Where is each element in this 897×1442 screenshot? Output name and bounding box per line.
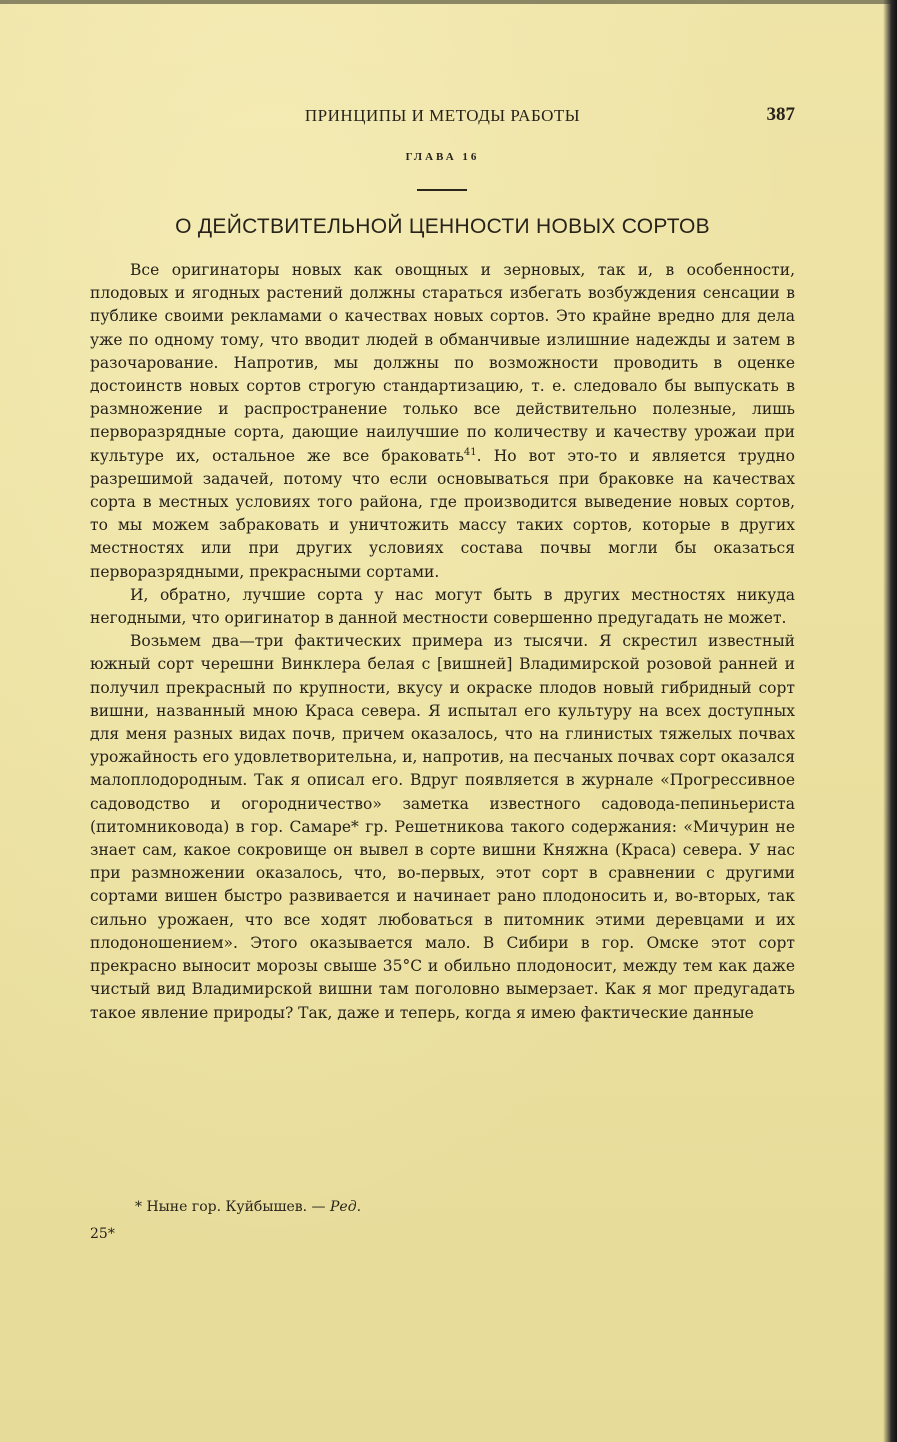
paragraph-3: Возьмем два—три фактических примера из тысячи. Я скрестил известный южный сорт черешни Винклера белая с [вишней] Владимирской розовой ранней и получил прекрасный по крупности, вкусу и окраске плодов новый гибридный сорт вишни, названный мною Краса севера. Я испытал его культуру на всех доступных для меня разных видах почв, причем оказалось, что на глинистых тяжелых почвах урожайность его удовлетворительна, и, напротив, на песчаных почвах сорт оказался малоплодородным. Так я описал его. Вдруг появляется в журнале «Прогрессивное садоводство и огородничество» заметка известного садовода-пепиньериста (питомниковода) в гор. Самаре* гр. Решетникова такого содержания: «Мичурин не знает сам, какое сокровище он вывел в сорте вишни Княжна (Краса) севера. У нас при размножении оказалось, что, во-первых, этот сорт в сравнении с другими сортами вишен быстро развивается и начинает рано плодоносить и, во-вторых, так сильно урожаен, что все ходят любоваться в питомник этими деревцами и их плодоношением». Этого оказывается мало. В Сибири в гор. Омске этот сорт прекрасно выносит морозы свыше 35°С и обильно плодоносит, между тем как даже чистый вид Владимирской вишни там поголовно вымерзает. Как я мог предугадать такое явление природы? Так, даже и теперь, когда я имею фактические данные bbox=[90, 632, 795, 1022]
footnote-reference: 41 bbox=[463, 446, 477, 458]
footnote bbox=[135, 1199, 361, 1215]
top-edge-shadow bbox=[0, 0, 897, 4]
chapter-divider bbox=[417, 189, 467, 191]
running-title: ПРИНЦИПЫ И МЕТОДЫ РАБОТЫ bbox=[304, 106, 581, 125]
chapter-title: О ДЕЙСТВИТЕЛЬНОЙ ЦЕННОСТИ НОВЫХ СОРТОВ bbox=[175, 215, 710, 238]
body-text bbox=[90, 259, 795, 1025]
right-edge-shadow bbox=[883, 0, 897, 1442]
chapter-label: ГЛАВА 16 bbox=[405, 151, 480, 163]
signature-mark: 25* bbox=[90, 1226, 115, 1242]
paragraph-2: И, обратно, лучшие сорта у нас могут быть в других местностях никуда негодными, что оригинатор в данной местности совершенно предугадать не может. bbox=[90, 585, 795, 628]
paragraph-1-text: Все оригинаторы новых как овощных и зерновых, так и, в особенности, плодовых и ягодных растений должны стараться избегать возбуждения сенсации в публике своими рекламами о качествах новых сортов. Это крайне вредно для дела уже по одному тому, что вводит людей в обманчивые излишние надежды и затем в разочарование. Напротив, мы должны по возможности проводить в оценке достоинств новых сортов строгую стандартизацию, т. е. следовало бы выпускать в размножение и распространение только все действительно полезные, лишь перворазрядные сорта, дающие наилучшие по количеству и качеству урожаи при культуре их, остальное же все браковать bbox=[90, 261, 795, 465]
footnote-editor-mark: Ред. bbox=[330, 1199, 362, 1215]
page-number: 387 bbox=[766, 104, 795, 125]
footnote-text: * Ныне гор. Куйбышев. — bbox=[135, 1199, 331, 1215]
running-head bbox=[90, 104, 795, 130]
paragraph-1 bbox=[90, 259, 795, 584]
paragraph-1-continuation: . Но вот это-то и является трудно разрешимой задачей, потому что если основываться при браковке на качествах сорта в местных условиях того района, где производится выведение новых сортов, то мы можем забраковать и уничтожить массу таких сортов, которые в других местностях или при других условиях состава почвы могли бы оказаться перворазрядными, прекрасными сортами. bbox=[90, 446, 795, 581]
